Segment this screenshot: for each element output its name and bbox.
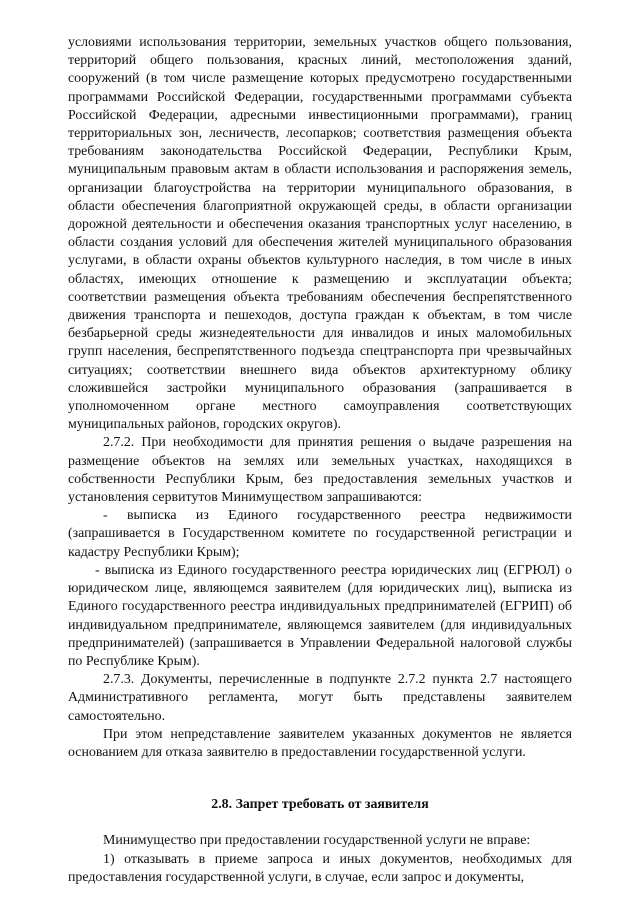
paragraph-non-submission: При этом непредставление заявителем указанных документов не является основанием для отказа заявителю в предоставлении государственной услуги.	[68, 726, 572, 760]
document-body	[68, 34, 572, 887]
section-heading-2-8: 2.8. Запрет требовать от заявителя	[211, 797, 429, 813]
list-item-egrul: - выписка из Единого государственного реестра юридических лиц (ЕГРЮЛ) о юридическом лице, являющемся заявителем (для юридических лиц), выписка из Единого государственного реестра индивидуальных предпринимателей (ЕГРИП) об индивидуальном предпринимателе, являющемся заявителем (для индивидуальных предпринимателей) (запрашивается в Управлении Федеральной налоговой службы по Республике Крым).	[68, 562, 572, 669]
paragraph-ministry: Минимущество при предоставлении государственной услуги не вправе:	[103, 833, 531, 849]
paragraph-2-7-2: 2.7.2. При необходимости для принятия решения о выдаче разрешения на размещение объектов на землях или земельных участках, находящихся в собственности Республики Крым, без предоставления земельных участков и установления сервитутов Минимуществом запрашиваются:	[68, 435, 572, 506]
paragraph-item-1: 1) отказывать в приеме запроса и иных документов, необходимых для предоставления государственной услуги, в случае, если запрос и документы,	[68, 851, 572, 885]
continuation-paragraph: условиями использования территории, земельных участков общего пользования, территорий общего пользования, красных линий, местоположения зданий, сооружений (в том числе размещение которых предусмотрено государственными программами Российской Федерации, государственными программами субъекта Российской Федерации, адресными инвестиционными программами), границ территориальных зон, лесничеств, лесопарков; соответствия размещения объекта требованиям законодательства Российской Федерации, Республики Крым, муниципальным правовым актам в области использования и распоряжения земель, организации благоустройства на территории муниципального образования, в области обеспечения благоприятной окружающей среды, в области организации дорожной деятельности и обеспечения оказания транспортных услуг населению, в области создания условий для обеспечения жителей муниципального образования услугами, в области охраны объектов культурного наследия, в том числе в иных областях, имеющих отношение к размещению и эксплуатации объекта; соответствии размещения объекта требованиям обеспечения беспрепятственного движения транспорта и пешеходов, доступа граждан к объектам, в том числе безбарьерной среды жизнедеятельности для инвалидов и иных маломобильных групп населения, беспрепятственного подъезда спецтранспорта при чрезвычайных ситуациях; соответствии внешнего вида объектов архитектурному облику сложившейся застройки муниципального образования (запрашивается в уполномоченном органе местного самоуправления соответствующих муниципальных районов, городских округов).	[68, 35, 572, 433]
paragraph-2-7-3: 2.7.3. Документы, перечисленные в подпункте 2.7.2 пункта 2.7 настоящего Административного регламента, могут быть представлены заявителем самостоятельно.	[68, 672, 572, 724]
list-item-egrn: - выписка из Единого государственного реестра недвижимости (запрашивается в Государственном комитете по государственной регистрации и кадастру Республики Крым);	[68, 508, 572, 560]
